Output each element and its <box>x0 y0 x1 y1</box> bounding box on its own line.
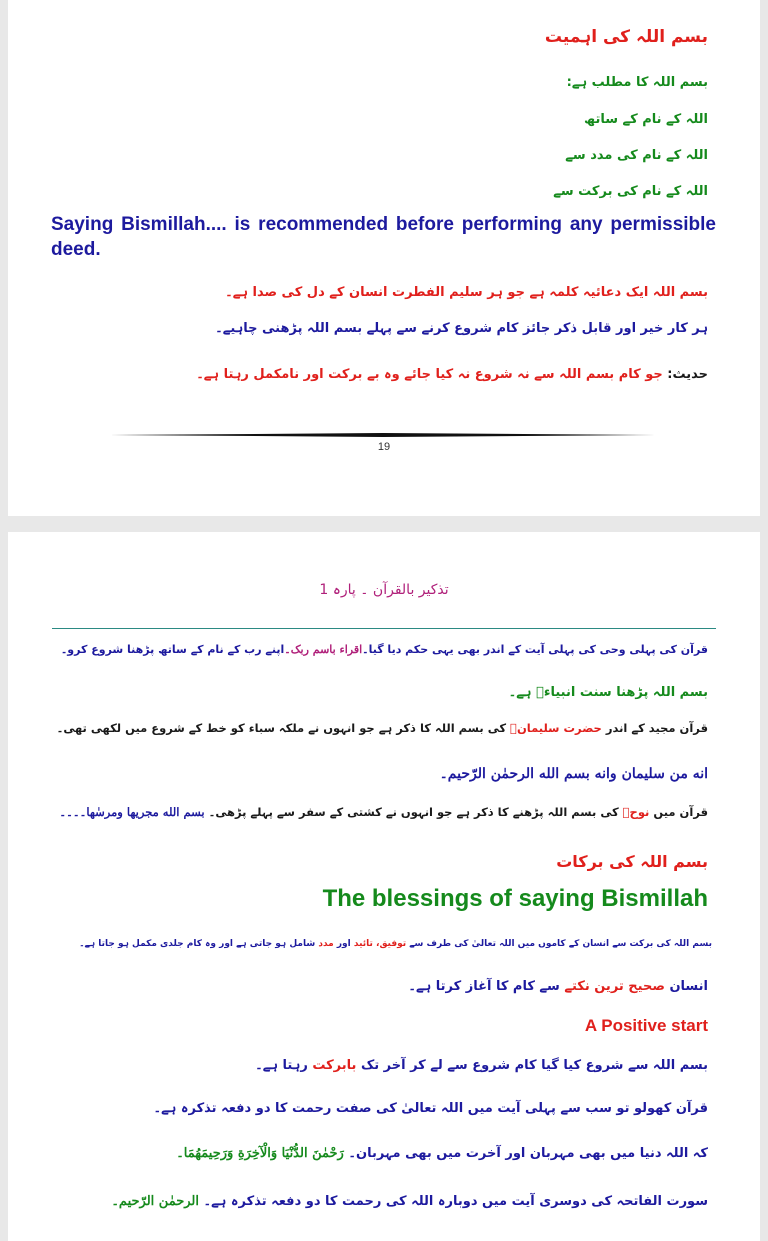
sulaiman-text-c: کی بسم اللہ کا ذکر ہے جو انہوں نے ملکہ سباء کو خط کے شروع میں لکھی تھی۔ <box>56 721 507 735</box>
barakat-text-c: رہتا ہے۔ <box>255 1058 308 1073</box>
hadith-label: حدیث: <box>667 367 708 382</box>
merciful-ayah: رَحْمٰنَ الدُّنْيَا وَالْآخِرَةِ وَرَحِيمَهُمَا۔ <box>176 1146 344 1161</box>
line-start <box>408 977 708 997</box>
line-every-deed: ہر کار خیر اور قابل ذکر جائز کام شروع کرنے سے پہلے بسم اللہ پڑھنی چاہیے۔ <box>215 321 708 336</box>
line-quran-open: قرآن کھولو تو سب سے پہلی آیت میں اللہ تعالیٰ کی صفت رحمت کا دو دفعہ تذکرہ ہے۔ <box>153 1101 708 1116</box>
line-fatiha <box>111 1192 708 1212</box>
line-dua: بسم اللہ ایک دعائیہ کلمہ ہے جو ہر سلیم الفطرت انسان کے دل کی صدا ہے۔ <box>225 285 708 300</box>
line-merciful <box>176 1144 708 1164</box>
line-sunnah: بسم اللہ پڑھنا سنت انبیاءؑ ہے۔ <box>508 685 708 700</box>
blessing-madad: مدد <box>318 939 334 949</box>
ayah-nuh: بسم الله مجريها ومرسٰها۔۔۔۔ <box>59 805 205 819</box>
start-highlight: صحیح ترین نکتے <box>564 979 665 994</box>
page-divider <box>110 433 656 437</box>
first-revelation-translation: اپنے رب کے نام کے ساتھ پڑھنا شروع کرو۔ <box>60 643 285 656</box>
document-page-next <box>8 532 760 1241</box>
line-sulaiman <box>57 718 708 738</box>
hadith-line <box>196 365 708 385</box>
barakat-highlight: بابرکت <box>312 1058 357 1073</box>
start-text-c: سے کام کا آغاز کرتا ہے۔ <box>408 979 560 994</box>
meaning-heading: بسم اللہ کا مطلب ہے: <box>566 75 708 90</box>
line-barakat <box>255 1056 708 1076</box>
meaning-item-1: اللہ کے نام کے ساتھ <box>584 112 708 127</box>
blessings-english-heading: The blessings of saying Bismillah <box>322 885 708 912</box>
nuh-text-a: قرآن میں <box>653 805 708 819</box>
iqra-ayah: اقراء باسم ربک۔ <box>284 643 363 656</box>
page-header: تذکیر بالقرآن ۔ پارہ 1 <box>319 582 449 598</box>
nuh-text-c: کی بسم اللہ پڑھنے کا ذکر ہے جو انہوں نے کشتی کے سفر سے پہلے پڑھی۔ <box>208 805 619 819</box>
line-blessing <box>79 934 712 954</box>
meaning-item-2: اللہ کے نام کی مدد سے <box>565 148 708 163</box>
english-statement: Saying Bismillah.... is recommended before performing any permissible deed. <box>51 214 716 260</box>
line-first-revelation <box>61 640 708 660</box>
blessing-tawfeeq: توفیق، تائید <box>353 939 407 949</box>
section-title-importance: بسم اللہ کی اہمیت <box>544 27 708 47</box>
first-revelation-text: قرآن کی پہلی وحی کی پہلی آیت کے اندر بھی یہی حکم دیا گیا۔ <box>362 643 708 656</box>
meaning-item-3: اللہ کے نام کی برکت سے <box>553 184 708 199</box>
blessing-text-a: بسم اللہ کی برکت سے انسان کے کاموں میں اللہ تعالیٰ کی طرف سے <box>409 939 712 949</box>
blessing-text-e: شامل ہو جاتی ہے اور وہ کام جلدی مکمل ہو جاتا ہے۔ <box>79 939 316 949</box>
nuh-name: نوحؑ <box>622 805 650 819</box>
blessing-and: اور <box>336 939 351 949</box>
sulaiman-name: حضرت سلیمانؑ <box>510 721 602 735</box>
merciful-text: کہ اللہ دنیا میں بھی مہربان اور آخرت میں بھی مہربان۔ <box>348 1146 708 1161</box>
page-number: 19 <box>377 441 391 453</box>
blessings-heading: بسم اللہ کی برکات <box>556 852 708 871</box>
header-rule <box>52 628 716 629</box>
document-page-19 <box>8 0 760 516</box>
ayah-sulaiman: انه من سليمان وانه بسم الله الرحمٰن الرّحيم۔ <box>439 766 708 782</box>
fatiha-text: سورت الفاتحہ کی دوسری آیت میں دوبارہ اللہ کی رحمت کا دو دفعہ تذکرہ ہے۔ <box>203 1194 708 1209</box>
hadith-text: جو کام بسم اللہ سے نہ شروع نہ کیا جائے وہ بے برکت اور نامکمل رہتا ہے۔ <box>196 367 663 382</box>
start-text-a: انسان <box>669 979 708 994</box>
barakat-text-a: بسم اللہ سے شروع کیا گیا کام شروع سے لے کر آخر تک <box>360 1058 708 1073</box>
fatiha-ayah: الرحمٰن الرّحيم۔ <box>111 1194 200 1209</box>
sulaiman-text-a: قرآن مجید کے اندر <box>605 721 708 735</box>
positive-start-heading: A Positive start <box>584 1016 708 1035</box>
line-nuh <box>59 802 708 822</box>
